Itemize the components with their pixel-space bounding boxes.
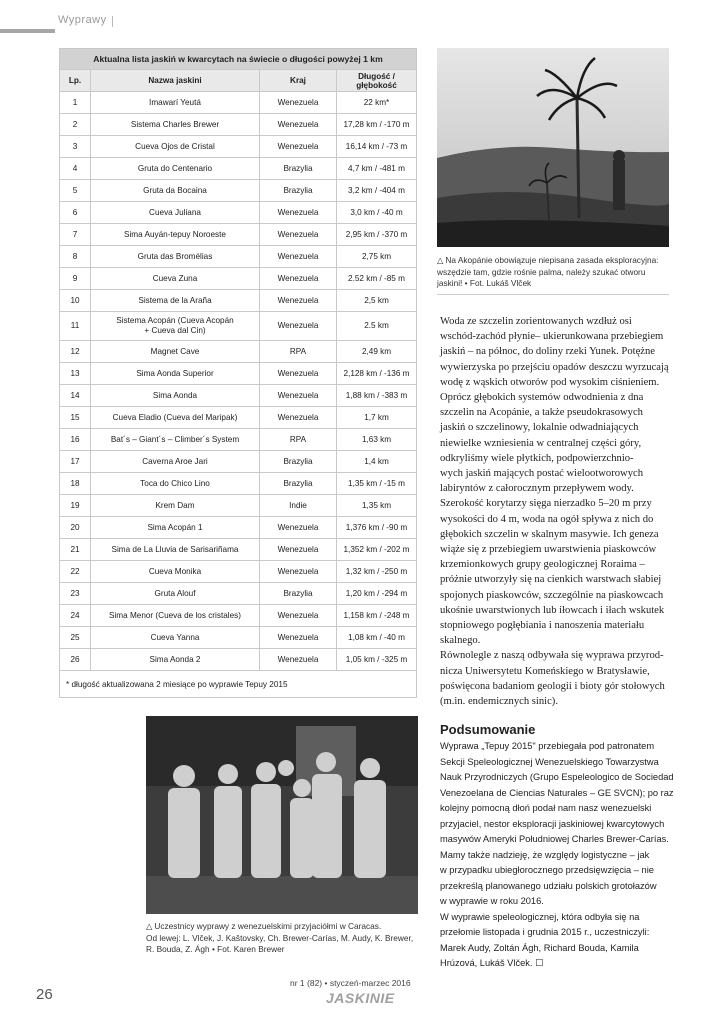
article-line: Równolegle z naszą odbywała się wyprawa przyrod- [440,650,664,662]
table-row [60,407,417,429]
cell-country: Wenezuela [260,407,337,429]
cell-lp: 4 [60,158,91,180]
cell-country: Brazylia [260,473,337,495]
cell-lp: 18 [60,473,91,495]
cell-country: Wenezuela [260,627,337,649]
cell-name: Sima Aonda Superior [91,363,260,385]
cell-country: Wenezuela [260,561,337,583]
cell-country: RPA [260,429,337,451]
summary-line: w przypadku ubiegłorocznego przedsięwzięcia – nie [440,865,654,875]
cell-length: 1,20 km / -294 m [337,583,417,605]
table-row [60,114,417,136]
cell-name: Cueva Yanna [91,627,260,649]
article-line: krzemionkowych grupy geologicznej Roraima – [440,559,645,571]
cell-country: Brazylia [260,583,337,605]
summary-line: Wyprawa „Tepuy 2015" przebiegała pod patronatem [440,741,655,751]
table-row [60,627,417,649]
article-line: skalnego. [440,635,481,647]
cell-length: 1,376 km / -90 m [337,517,417,539]
article-line: labiryntów z całorocznym przepływem wody. [440,483,634,495]
cell-lp: 10 [60,290,91,312]
table-row [60,202,417,224]
cell-length: 2,95 km / -370 m [337,224,417,246]
cell-name: Cueva Zuna [91,268,260,290]
article-line: szczelin na Acopánie, a także pseudokrasowych [440,407,643,419]
cell-lp: 8 [60,246,91,268]
palm-photo-caption: △ Na Akopánie obowiązuje niepisana zasada eksploracyjna: wszędzie tam, gdzie rośnie palma, należy szukać otworu jaskini! • Fot. Lukáš Vlček [437,255,659,288]
table-row [60,363,417,385]
cell-name: Sima Acopán 1 [91,517,260,539]
article-line: próżnie utworzyły się na cienkich warstwach słabiej [440,574,662,586]
cell-country: Wenezuela [260,290,337,312]
table-row [60,429,417,451]
table-row [60,561,417,583]
table-row [60,341,417,363]
summary-line: Venezoelana de Ciencias Naturales – GE SVCN); po raz [440,787,674,798]
cell-name: Sistema Acopán (Cueva Acopán + Cueva dal Cin) [91,312,260,341]
cell-length: 22 km* [337,92,417,114]
cell-name: Gruta do Centenario [91,158,260,180]
cell-country: Wenezuela [260,649,337,671]
article-line: spojonych piaskowców, szczególnie na piaskowcach [440,589,664,601]
table-row [60,180,417,202]
cell-country: Indie [260,495,337,517]
cell-country: Wenezuela [260,268,337,290]
cell-length: 1,7 km [337,407,417,429]
cell-name: Sima Aonda 2 [91,649,260,671]
cell-lp: 3 [60,136,91,158]
article-line: odkryliśmy wiele płytkich, podpowierzchnio- [440,452,634,464]
cell-name: Sima de La Lluvia de Sarisariñama [91,539,260,561]
cell-length: 1,05 km / -325 m [337,649,417,671]
article-line: poświęcona badaniom geologii i bioty gór stołowych [440,680,665,692]
cell-country: Wenezuela [260,114,337,136]
table-row [60,517,417,539]
cell-lp: 12 [60,341,91,363]
cell-lp: 11 [60,312,91,341]
cell-country: Wenezuela [260,202,337,224]
cell-lp: 22 [60,561,91,583]
article-line: głębokich szczelin w skalnym masywie. Ich geneza [440,528,659,540]
column-header-lp: Lp. [60,70,91,92]
cell-country: Wenezuela [260,605,337,627]
palm-photo [437,48,669,247]
cell-length: 3,2 km / -404 m [337,180,417,202]
summary-heading: Podsumowanie [440,722,536,737]
article-line: jaskiń – na północ, do doliny rzeki Yunek. Potężne [440,346,655,358]
article-body [440,314,680,709]
page-number: 26 [36,986,53,1003]
cell-length: 1,35 km [337,495,417,517]
cell-name: Imawarí Yeutá [91,92,260,114]
summary-line: Mamy także nadzieję, że względy logistyczne – jak [440,849,650,860]
table-footnote: * długość aktualizowana 2 miesiące po wyprawie Tepuy 2015 [60,671,417,698]
cell-length: 4,7 km / -481 m [337,158,417,180]
summary-line: Nauk Przyrodniczych (Grupo Espeleologico de Sociedad [440,772,674,782]
article-line: wysokości do 4 m, woda na ogół spływa z nich do [440,513,654,525]
header-accent-bar [0,29,55,33]
cell-length: 1,352 km / -202 m [337,539,417,561]
summary-line: przekreślą planowanego udziału polskich grotołazów [440,880,657,891]
table-row [60,473,417,495]
cell-lp: 26 [60,649,91,671]
cell-name: Sistema de la Araña [91,290,260,312]
cell-name: Sistema Charles Brewer [91,114,260,136]
article-line: Szerokość korytarzy sięga nierzadko 5–20 m przy [440,498,652,510]
article-line: wiąże się z przebiegiem uwarstwienia piaskowców [440,544,657,556]
cell-length: 17,28 km / -170 m [337,114,417,136]
triangle-icon: △ [437,255,444,265]
article-line: stopniowego pogłębiania i nanoszenia materiału [440,620,645,632]
cell-lp: 13 [60,363,91,385]
cell-name: Sima Aonda [91,385,260,407]
cell-lp: 9 [60,268,91,290]
summary-line: masywów Ameryki Południowej Charles Brewer-Carías. [440,834,669,844]
cell-name: Toca do Chico Lino [91,473,260,495]
article-line: wschód-zachód płynie– ukierunkowana przebiegiem [440,331,664,343]
cell-length: 1,32 km / -250 m [337,561,417,583]
cell-length: 1,08 km / -40 m [337,627,417,649]
summary-line: w wyprawie w roku 2016. [440,896,544,906]
cell-length: 1,63 km [337,429,417,451]
section-label: Wyprawy [58,14,107,26]
group-photo [146,716,418,914]
cell-country: Wenezuela [260,224,337,246]
cell-name: Gruta Alouf [91,583,260,605]
summary-line: Sekcji Speleologicznej Wenezuelskiego Towarzystwa [440,756,659,767]
cell-lp: 1 [60,92,91,114]
cell-name: Magnet Cave [91,341,260,363]
table-title: Aktualna lista jaskiń w kwarcytach na świecie o długości powyżej 1 km [60,49,417,70]
table-row [60,136,417,158]
article-line: wodę z wąskich otworów pod wysokim ciśnieniem. [440,376,660,388]
article-line: Woda ze szczelin zorientowanych wzdłuż osi [440,316,632,327]
cell-length: 3,0 km / -40 m [337,202,417,224]
column-header-name: Nazwa jaskini [91,70,260,92]
article-line: (m.in. endemicznych sinic). [440,696,558,708]
triangle-icon: △ [146,921,153,931]
table-row [60,92,417,114]
summary-line: W wyprawie speleologicznej, która odbyła się na [440,911,640,922]
cell-lp: 17 [60,451,91,473]
cell-length: 2.5 km [337,312,417,341]
cell-length: 2,75 km [337,246,417,268]
cell-length: 2,49 km [337,341,417,363]
cell-length: 1,35 km / -15 m [337,473,417,495]
summary-line: przyjaciel, nestor eksploracji jaskiniowej kwarcytowych [440,818,665,829]
cell-lp: 16 [60,429,91,451]
cell-country: Wenezuela [260,136,337,158]
article-line: wych jaskiń mających postać wielootworowych [440,468,643,480]
article-line: ukośnie uwarstwionych lub iłowcach i iłach wskutek [440,604,665,616]
cell-country: Brazylia [260,180,337,202]
cell-country: Brazylia [260,451,337,473]
cell-lp: 21 [60,539,91,561]
table-row [60,158,417,180]
table-row [60,268,417,290]
cell-country: Wenezuela [260,539,337,561]
cell-lp: 23 [60,583,91,605]
cell-name: Gruta das Bromélias [91,246,260,268]
cell-lp: 2 [60,114,91,136]
cell-country: Wenezuela [260,363,337,385]
cell-lp: 6 [60,202,91,224]
table-row [60,385,417,407]
table-row [60,649,417,671]
magazine-logo: JASKINIE [326,990,395,1006]
article-line: niewielke wzniesienia w centralnej części góry, [440,437,642,449]
cell-name: Sima Menor (Cueva de los cristales) [91,605,260,627]
cell-country: Wenezuela [260,246,337,268]
table-row [60,451,417,473]
cell-country: Wenezuela [260,312,337,341]
header-divider [112,16,113,27]
caption-rule [437,294,669,295]
cell-name: Caverna Aroe Jari [91,451,260,473]
summary-line: Hrúzová, Lukáš Vlček. ☐ [440,958,544,968]
table-row [60,539,417,561]
article-line: wywierzyska po przejściu opadów deszczu wyrzucają [440,361,669,373]
cell-length: 2.52 km / -85 m [337,268,417,290]
column-header-country: Kraj [260,70,337,92]
cell-name: Bat´s – Giant´s – Climber´s System [91,429,260,451]
table-row [60,312,417,341]
article-line: jaskiń o szczelinowy, lokalnie odwadniających [440,422,639,434]
summary-line: przełomie listopada i grudnia 2015 r., uczestniczyli: [440,927,650,937]
cell-country: RPA [260,341,337,363]
cell-name: Cueva Juliana [91,202,260,224]
cell-country: Wenezuela [260,92,337,114]
cell-length: 16,14 km / -73 m [337,136,417,158]
cell-name: Gruta da Bocaina [91,180,260,202]
table-row [60,583,417,605]
cell-name: Krem Dam [91,495,260,517]
table-row [60,224,417,246]
cell-length: 1,88 km / -383 m [337,385,417,407]
issue-info: nr 1 (82) • styczeń-marzec 2016 [290,978,411,988]
cell-length: 2,128 km / -136 m [337,363,417,385]
table-row [60,495,417,517]
table-row [60,605,417,627]
summary-line: kolejny pomocną dłoń podał nam nasz wenezuelski [440,803,652,813]
cave-list-table [59,48,417,698]
cell-lp: 5 [60,180,91,202]
cell-length: 1,4 km [337,451,417,473]
cell-lp: 15 [60,407,91,429]
article-line: nicza Uniwersytetu Komeńskiego w Bratysławie, [440,665,650,677]
cell-length: 2,5 km [337,290,417,312]
cell-name: Sima Auyán-tepuy Noroeste [91,224,260,246]
cell-lp: 20 [60,517,91,539]
cell-country: Wenezuela [260,517,337,539]
table-row [60,246,417,268]
group-photo-caption: △ Uczestnicy wyprawy z wenezuelskimi przyjaciółmi w Caracas. Od lewej: L. Vlček, J. Kaštovsky, Ch. Brewer-Carías, M. Audy, K. Brewer, R. Bouda, Z. Ágh • Fot. Karen Brewer [146,921,414,954]
cell-length: 1,158 km / -248 m [337,605,417,627]
cell-lp: 24 [60,605,91,627]
column-header-length: Długość / głębokość [337,70,417,92]
cell-country: Brazylia [260,158,337,180]
cell-lp: 14 [60,385,91,407]
cell-name: Cueva Eladio (Cueva del Maripak) [91,407,260,429]
cell-name: Cueva Ojos de Cristal [91,136,260,158]
article-line: Oprócz głębokich systemów odwodnienia z dna [440,392,644,404]
cell-country: Wenezuela [260,385,337,407]
cell-name: Cueva Monika [91,561,260,583]
cell-lp: 19 [60,495,91,517]
cell-lp: 25 [60,627,91,649]
summary-line: Marek Audy, Zoltán Ágh, Richard Bouda, Kamila [440,942,639,953]
table-row [60,290,417,312]
cell-lp: 7 [60,224,91,246]
summary-body [440,739,684,972]
